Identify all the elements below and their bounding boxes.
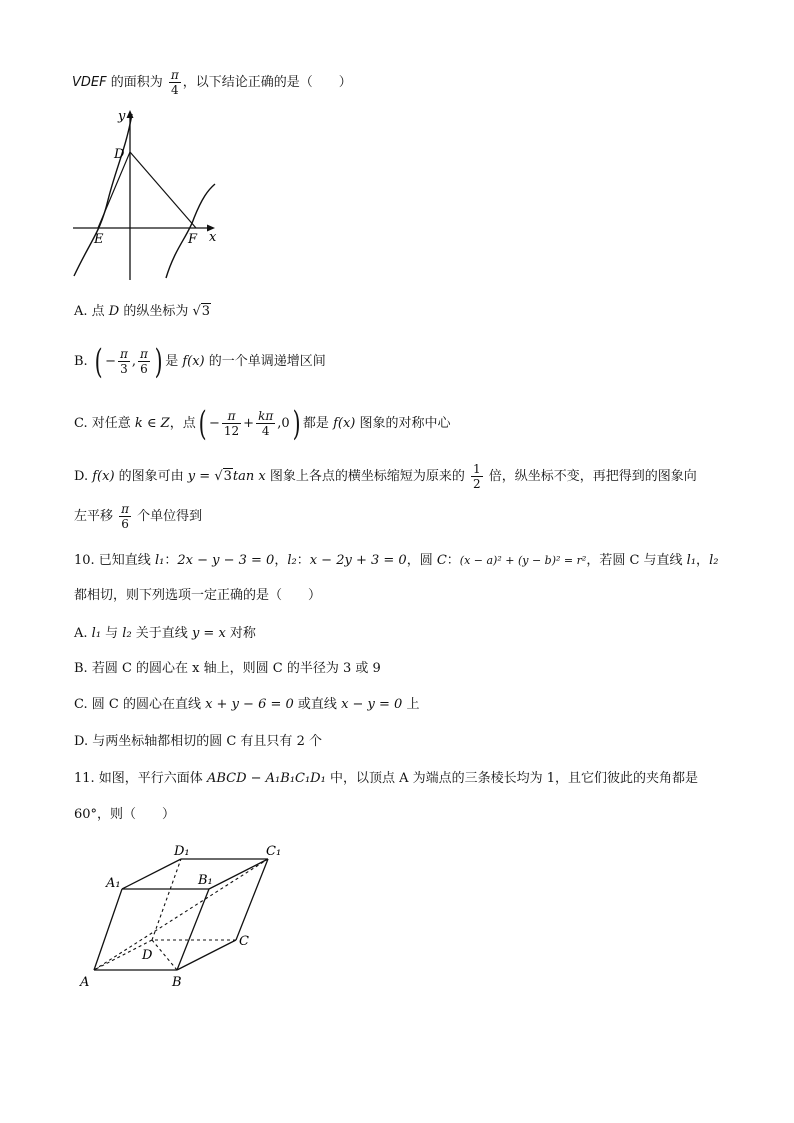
q9-intro-text2: ，以下结论正确的是（ ） [182, 75, 352, 90]
edge-bb1 [177, 889, 209, 970]
point-f-label: F [188, 232, 198, 247]
sqrt-3: √3 [192, 304, 211, 319]
q9-c-plus: + [243, 416, 255, 431]
segment-df [130, 152, 196, 228]
q9-c-minus: − [208, 416, 220, 431]
pi-over-4-den: 4 [171, 83, 179, 97]
q10-c-text3: 上 [402, 697, 420, 712]
q10-line1h: ， [696, 553, 710, 568]
q9-c-text3: 图象的对称中心 [355, 416, 451, 431]
q10-option-c [74, 695, 419, 715]
q9-a-prefix: A. 点 [74, 304, 109, 319]
q9-d-line2a: 左平移 [74, 509, 118, 524]
q10-line1b: ： [164, 553, 178, 568]
q9-b-frac2 [138, 347, 150, 376]
q9-b-frac2-den: 6 [140, 362, 148, 376]
q11-stem [74, 769, 698, 789]
q10-a-l2: l₂ [122, 626, 132, 641]
q9-option-b [74, 341, 326, 382]
q9-c-k: k ∈ Z [134, 416, 170, 431]
one-half-num: 1 [472, 462, 481, 476]
q9-option-d-line2 [74, 500, 202, 534]
equation-l1: 2x − y − 3 = 0 [177, 553, 275, 568]
q10-c-text1: C. 圆 C 的圆心在直线 [74, 697, 206, 712]
q10-c-text2: 或直线 [293, 697, 342, 712]
equation-circle: (x − a)² + (y − b)² = r² [459, 554, 587, 567]
pi-over-6 [119, 502, 131, 531]
paren-close: ) [292, 403, 301, 444]
q10-line1e: ，圆 [406, 553, 437, 568]
q9-option-a [74, 302, 211, 322]
edge-bc [177, 940, 236, 970]
edge-d1a1 [122, 859, 181, 889]
paren-close: ) [154, 341, 163, 382]
q9-a-text: 的纵坐标为 [119, 304, 193, 319]
q10-a-end: 对称 [225, 626, 256, 641]
one-half [471, 462, 483, 491]
q9-b-comma: , [131, 354, 137, 369]
parallelepiped-figure [76, 842, 296, 992]
x-label: x [209, 230, 217, 245]
q9-b-f: f(x) [182, 354, 205, 369]
q9-d-prefix: D. [74, 469, 93, 484]
q11-line1a: 11. 如图，平行六面体 [74, 771, 207, 786]
q9-c-text: ，点 [169, 416, 196, 431]
q9-c-zero: ,0 [277, 416, 290, 431]
y-axis-arrow [127, 110, 134, 118]
paren-open: ( [198, 403, 207, 444]
q9-d-f: f(x) [92, 469, 115, 484]
line-l1-ref: l₁ [686, 553, 697, 568]
q9-b-frac1-num: π [120, 347, 128, 361]
q9-b-frac2-num: π [140, 347, 148, 361]
q9-c-frac2-den: 4 [261, 424, 270, 438]
left-branch-curve [74, 114, 132, 276]
q9-option-d [74, 462, 697, 492]
q9-c-frac1-num: π [222, 409, 241, 424]
q10-line1a: 10. 已知直线 [74, 553, 155, 568]
q9-c-frac1 [222, 409, 241, 438]
q9-b-text: 是 [165, 354, 183, 369]
q9-b-frac1-den: 3 [120, 362, 128, 376]
vertex-d1-label: D₁ [174, 844, 190, 859]
pi-over-4 [169, 68, 181, 97]
q11-line1b: 中，以顶点 A 为端点的三条棱长均为 1，且它们彼此的夹角都是 [325, 771, 699, 786]
line-l2-ref: l₂ [709, 553, 719, 568]
q9-d-y: y = [187, 469, 215, 484]
q10-line1g: ，若圆 C 与直线 [586, 553, 687, 568]
sqrt-3-radicand: 3 [223, 469, 232, 484]
y-label: y [118, 109, 126, 124]
pi-over-6-den: 6 [121, 517, 129, 531]
q10-line1f: ： [446, 553, 460, 568]
sqrt-3-radicand: 3 [201, 304, 211, 319]
line-l2: l₂ [287, 553, 297, 568]
q9-intro [72, 68, 352, 97]
q10-option-a [74, 624, 256, 644]
vertex-b-label: B [172, 975, 182, 990]
q9-d-line2b: 个单位得到 [133, 509, 203, 524]
triangle-label: VDEF [72, 75, 107, 90]
one-half-den: 2 [472, 477, 481, 491]
q10-c-eq2: x − y = 0 [341, 697, 403, 712]
pi-over-6-num: π [121, 502, 130, 516]
q10-a-mid: 与 [101, 626, 123, 641]
q10-option-b: B. 若圆 C 的圆心在 x 轴上，则圆 C 的半径为 3 或 9 [74, 661, 381, 676]
q10-a-prefix: A. [74, 626, 92, 641]
q9-option-c [74, 403, 451, 444]
pi-over-4-num: π [170, 68, 179, 82]
edge-cc1 [236, 859, 268, 940]
q9-d-text3: 倍，纵坐标不变，再把得到的图象向 [484, 469, 697, 484]
q9-c-prefix: C. 对任意 [74, 416, 135, 431]
q9-c-frac1-den: 12 [223, 424, 240, 438]
q9-b-text2: 的一个单调递增区间 [204, 354, 326, 369]
circle-c: C [436, 553, 447, 568]
line-l1: l₁ [154, 553, 165, 568]
q10-a-eq: y = x [191, 626, 226, 641]
q10-a-text: 关于直线 [131, 626, 192, 641]
q10-stem-line2: 都相切，则下列选项一定正确的是（ ） [74, 588, 322, 603]
vertex-a-label: A [80, 975, 90, 990]
q9-b-frac1 [118, 347, 130, 376]
q10-line1d: ： [296, 553, 310, 568]
q9-b-prefix: B. [74, 354, 88, 369]
q10-stem [74, 551, 718, 571]
segment-de [98, 152, 130, 228]
vertex-a1-label: A₁ [106, 876, 121, 891]
q9-c-f: f(x) [333, 416, 356, 431]
point-e-label: E [94, 232, 104, 247]
tangent-graph [70, 108, 240, 283]
q9-d-text2: 图象上各点的横坐标缩短为原来的 [265, 469, 469, 484]
diagonal-db [152, 940, 177, 970]
q9-c-frac2 [256, 409, 275, 438]
q10-a-l1: l₁ [91, 626, 102, 641]
vertex-d-label: D [142, 948, 153, 963]
q9-b-minus: − [105, 354, 116, 369]
q11-stem-line2: 60°，则（ ） [74, 807, 176, 822]
q9-a-point: D [108, 304, 120, 319]
vertex-c-label: C [239, 934, 249, 949]
q9-d-tan: tan x [232, 469, 266, 484]
q10-option-d: D. 与两坐标轴都相切的圆 C 有且只有 2 个 [74, 734, 322, 749]
paren-open: ( [94, 341, 103, 382]
q9-intro-text1: 的面积为 [106, 75, 167, 90]
equation-l2: x − 2y + 3 = 0 [309, 553, 407, 568]
vertex-b1-label: B₁ [198, 873, 213, 888]
vertex-c1-label: C₁ [266, 844, 282, 859]
point-d-label: D [114, 147, 125, 162]
edge-b1c1 [209, 859, 268, 889]
q9-d-text1: 的图象可由 [114, 469, 188, 484]
sqrt-3: √3 [214, 469, 232, 484]
q9-c-frac2-num: kπ [258, 409, 274, 423]
q10-c-eq1: x + y − 6 = 0 [205, 697, 294, 712]
q9-c-text2: 都是 [302, 416, 334, 431]
q10-line1c: ， [274, 553, 288, 568]
q11-solid: ABCD − A₁B₁C₁D₁ [206, 771, 326, 786]
